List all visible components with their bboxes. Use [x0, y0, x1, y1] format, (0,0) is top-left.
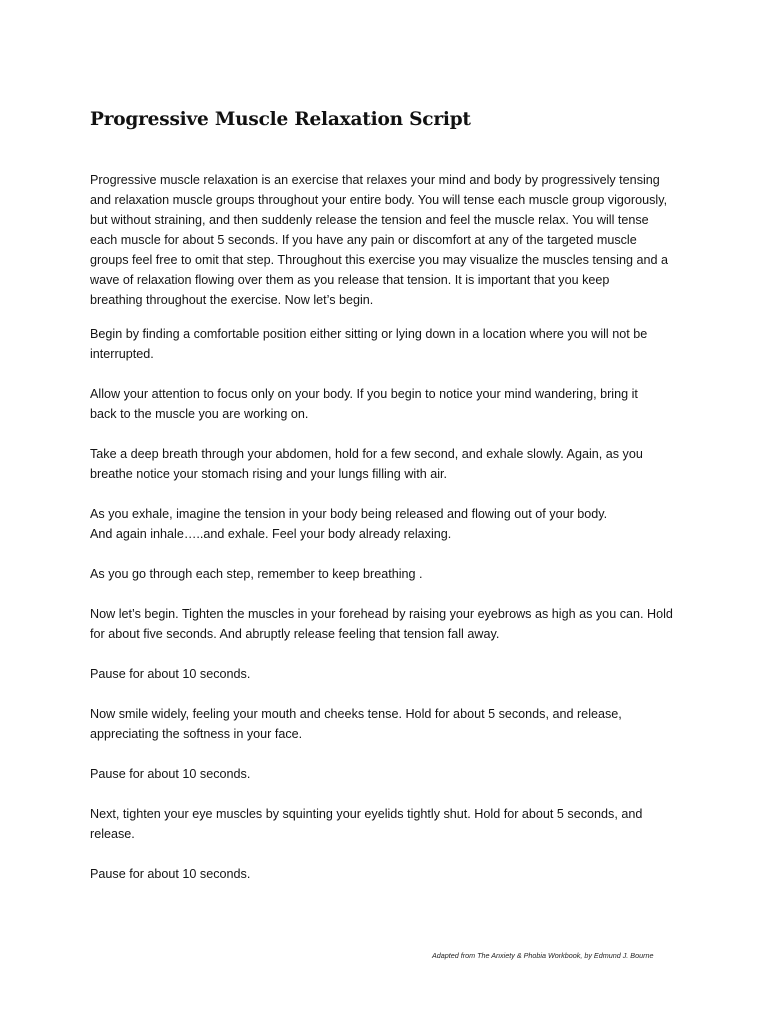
paragraph [90, 604, 690, 644]
paragraph-line: Progressive muscle relaxation is an exercise that relaxes your mind and body by progressively tensing [90, 173, 660, 187]
paragraph [90, 170, 690, 310]
paragraph-line: Begin by finding a comfortable position either sitting or lying down in a location where you will not be [90, 327, 648, 341]
paragraph-line: release. [90, 827, 135, 841]
paragraph-line: Take a deep breath through your abdomen, hold for a few second, and exhale slowly. Again, as you [90, 447, 643, 461]
paragraph-line: each muscle for about 5 seconds. If you have any pain or discomfort at any of the targeted muscle [90, 233, 637, 247]
paragraph-line: Pause for about 10 seconds. [90, 867, 251, 881]
paragraph-line: As you exhale, imagine the tension in your body being released and flowing out of your body. [90, 507, 608, 521]
page-title: Progressive Muscle Relaxation Script [90, 109, 471, 130]
paragraph [90, 704, 690, 744]
paragraph-line: for about five seconds. And abruptly release feeling that tension fall away. [90, 627, 500, 641]
paragraph [90, 324, 690, 364]
paragraph [90, 384, 690, 424]
paragraph-line: Pause for about 10 seconds. [90, 667, 251, 681]
paragraph-line: appreciating the softness in your face. [90, 727, 303, 741]
paragraph-line: Now smile widely, feeling your mouth and cheeks tense. Hold for about 5 seconds, and release, [90, 707, 622, 721]
paragraph-line: Next, tighten your eye muscles by squinting your eyelids tightly shut. Hold for about 5 seconds, and [90, 807, 643, 821]
paragraph-line: back to the muscle you are working on. [90, 407, 309, 421]
paragraph [90, 804, 690, 844]
paragraph-line: groups feel free to omit that step. Throughout this exercise you may visualize the muscles tensing and a [90, 253, 668, 267]
paragraph-line: As you go through each step, remember to keep breathing . [90, 567, 423, 581]
paragraph [90, 504, 690, 544]
paragraph-line: Allow your attention to focus only on your body. If you begin to notice your mind wandering, bring it [90, 387, 638, 401]
paragraph-line: breathing throughout the exercise. Now let’s begin. [90, 293, 374, 307]
source-footer: Adapted from The Anxiety & Phobia Workbook, by Edmund J. Bourne [432, 951, 654, 960]
paragraph [90, 444, 690, 484]
paragraph-line: but without straining, and then suddenly release the tension and feel the muscle relax. You will tense [90, 213, 649, 227]
paragraph [90, 864, 690, 884]
paragraph-line: breathe notice your stomach rising and your lungs filling with air. [90, 467, 448, 481]
paragraph [90, 564, 690, 584]
paragraph-line: Now let’s begin. Tighten the muscles in your forehead by raising your eyebrows as high as you can. Hold [90, 607, 673, 621]
paragraph [90, 664, 690, 684]
paragraph-line: Pause for about 10 seconds. [90, 767, 251, 781]
paragraph-line: And again inhale…..and exhale. Feel your body already relaxing. [90, 527, 452, 541]
paragraph-line: interrupted. [90, 347, 154, 361]
paragraph [90, 764, 690, 784]
paragraph-line: and relaxation muscle groups throughout your entire body. You will tense each muscle group vigorously, [90, 193, 668, 207]
paragraph-line: wave of relaxation flowing over them as you release that tension. It is important that you keep [90, 273, 610, 287]
